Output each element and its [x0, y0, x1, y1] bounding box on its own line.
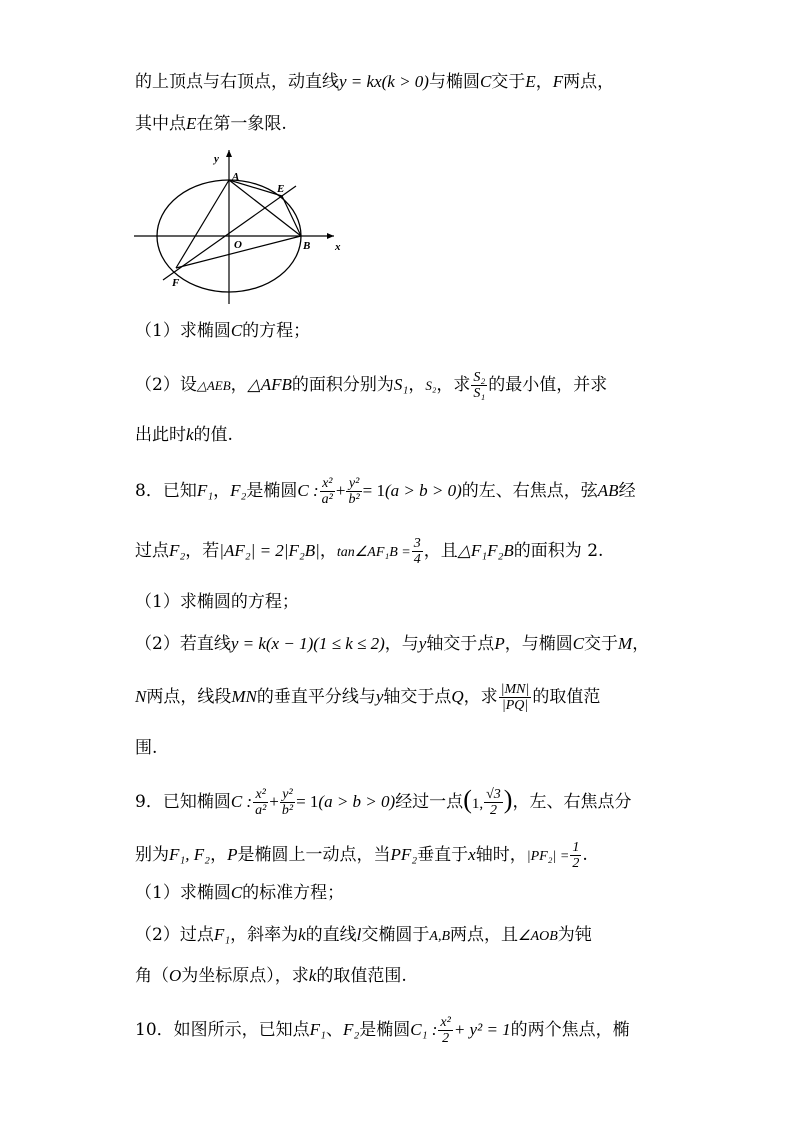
var-C: C [230, 883, 243, 902]
text: 交椭圆于 [361, 925, 430, 945]
triangle-F1F2B: △F₁F₂B [457, 541, 514, 560]
label-F: F [172, 277, 180, 289]
var-k: k [186, 425, 194, 444]
var-C1: C₁ : [410, 1020, 438, 1039]
tan-expression: tan∠AF₁B = [336, 545, 411, 560]
text: ， [535, 72, 553, 92]
var-MN: MN [231, 687, 257, 706]
q8-part-2-end [135, 735, 661, 761]
label-A: A [232, 171, 240, 183]
segment-AF [176, 180, 229, 268]
text: 在第一象限. [196, 114, 287, 134]
denominator: 4 [413, 552, 421, 567]
line-equation: y = k(x − 1)(1 ≤ k ≤ 2) [230, 634, 385, 653]
q9-part-1 [135, 880, 661, 906]
text: 是椭圆 [359, 1020, 411, 1040]
q8-statement-line-1 [135, 476, 661, 507]
text: ， [230, 375, 248, 395]
text: 的取值范 [532, 687, 601, 707]
var-F: F [552, 72, 564, 91]
denominator: b² [348, 492, 360, 507]
text: 垂直于 [417, 845, 469, 865]
plus: + [335, 481, 346, 500]
var-C: C : [230, 792, 253, 811]
text: ， [408, 375, 426, 395]
denominator: 2 [489, 803, 497, 818]
text: ，与 [384, 634, 419, 654]
denominator: |PQ| [501, 698, 529, 713]
var-F2: F₂ [169, 541, 186, 560]
numerator: 3 [413, 536, 421, 551]
denominator: a² [321, 492, 333, 507]
var-C: C [230, 321, 243, 340]
var-F1: F₁ [309, 1020, 326, 1039]
text: 轴时， [475, 845, 527, 865]
text: 交于 [491, 72, 526, 92]
q8-statement-line-2 [135, 536, 661, 567]
text: ， [213, 481, 231, 501]
fraction-x2-a2 [253, 787, 268, 818]
equation-tail: + y² = 1 [453, 1020, 511, 1039]
q9-part-2-cont [135, 963, 661, 989]
label-B: B [303, 240, 311, 252]
var-x: x [468, 845, 476, 864]
point-x: 1, [471, 796, 484, 813]
fraction-3-4 [412, 536, 423, 567]
text: 的垂直平分线与 [256, 687, 376, 707]
text: ，左、右焦点分 [512, 792, 632, 812]
var-F1: F₁ [196, 481, 214, 500]
fraction-x2-2 [438, 1015, 452, 1046]
q9-statement-line-2 [135, 840, 661, 871]
var-E: E [525, 72, 536, 91]
line-equation: y = kx [339, 72, 382, 91]
text: 的值. [193, 425, 233, 445]
var-F2: F₂ [342, 1020, 360, 1039]
numerator: x² [253, 787, 268, 803]
var-C: C [572, 634, 585, 653]
text: 经 [618, 481, 636, 501]
text: 为钝 [557, 925, 592, 945]
text: 两点， [563, 72, 615, 92]
text: ，求 [463, 687, 498, 707]
text: 两点，线段 [146, 687, 232, 707]
text: 的两个焦点，椭 [510, 1020, 630, 1040]
var-S1: S₁ [393, 375, 409, 394]
text: 两点，且 [450, 925, 519, 945]
numerator: x² [320, 476, 335, 492]
numerator: √3 [486, 787, 501, 802]
fraction-y2-b2 [280, 787, 295, 818]
text: 其中点 [135, 114, 186, 134]
text: 与椭圆 [428, 72, 480, 92]
var-S2: S₂ [425, 378, 437, 393]
text: ， [319, 541, 337, 561]
q7-part-2-cont [135, 422, 661, 448]
text: （1）求椭圆的方程； [135, 592, 299, 612]
text: （2）过点 [135, 925, 214, 945]
text: 的方程； [242, 321, 311, 341]
text: 的上顶点与右顶点，动直线 [135, 72, 339, 92]
segment-EB [282, 196, 301, 236]
var-F2: F₂ [230, 481, 247, 500]
text: ，且 [423, 541, 458, 561]
numerator: |MN| [500, 682, 530, 697]
var-y: y [375, 687, 384, 706]
denominator: 2 [572, 856, 580, 871]
text: 的最小值，并求 [488, 375, 608, 395]
y-axis-arrow-icon [226, 150, 232, 157]
numerator: y² [280, 787, 295, 803]
text: ， [632, 634, 650, 654]
text: （2）设 [135, 375, 197, 395]
equals-one: = 1 [362, 481, 386, 500]
text: 过点 [135, 541, 169, 561]
q8-part-2-cont [135, 682, 661, 713]
q10-statement-line-1 [135, 1015, 661, 1046]
q8-part-1 [135, 589, 661, 615]
var-k: k [298, 925, 306, 944]
numerator: y² [346, 476, 361, 492]
var-P: P [227, 845, 238, 864]
text: 的标准方程； [242, 883, 345, 903]
q9-statement-line-1 [135, 787, 661, 818]
text: 交于 [584, 634, 619, 654]
numerator: S₂ [473, 370, 486, 385]
question-number: 9．已知椭圆 [135, 792, 231, 812]
label-O: O [234, 239, 242, 251]
ellipse-figure [130, 146, 350, 306]
var-P: P [494, 634, 505, 653]
var-C: C : [297, 481, 319, 500]
var-A-B: A,B [429, 929, 451, 944]
var-l: l [356, 925, 362, 944]
abs-PF2: |PF₂| = [526, 849, 570, 864]
q8-part-2 [135, 631, 661, 657]
text: （1）求椭圆 [135, 321, 231, 341]
numerator: x² [440, 1015, 451, 1030]
triangle-AFB: △AFB [247, 375, 292, 394]
condition: (a > b > 0) [385, 481, 462, 500]
fraction-MN-PQ [499, 682, 532, 713]
text: 、 [325, 1020, 343, 1040]
text: （1）求椭圆 [135, 883, 231, 903]
var-C: C [479, 72, 492, 91]
text: ，若 [185, 541, 220, 561]
q7-part-1 [135, 318, 661, 344]
equals-one: = 1 [296, 792, 319, 811]
condition: (k > 0) [381, 72, 429, 91]
var-AB: AB [597, 481, 619, 500]
var-F1: F₁ [213, 925, 231, 944]
fraction-sqrt3-2 [484, 787, 503, 818]
denominator: b² [281, 803, 294, 818]
var-y: y [418, 634, 427, 653]
var-F1-F2: F₁, F₂ [169, 845, 211, 864]
denominator: S₁ [473, 386, 486, 401]
label-x: x [335, 241, 341, 253]
var-PF2: PF₂ [390, 845, 418, 864]
condition-AF2: |AF₂| = 2|F₂B| [219, 541, 320, 560]
text: 轴交于点 [426, 634, 495, 654]
problem-7-intro-line-2 [135, 111, 661, 137]
text: 围. [135, 738, 158, 758]
var-k: k [308, 966, 317, 985]
text: ，与椭圆 [504, 634, 573, 654]
text: 的面积分别为 [291, 375, 394, 395]
text: 是椭圆 [246, 481, 298, 501]
text: ， [210, 845, 228, 865]
text: ，求 [436, 375, 471, 395]
plus: + [269, 792, 279, 811]
text: 是椭圆上一动点，当 [237, 845, 391, 865]
text: 的直线 [305, 925, 357, 945]
text: 的面积为 2. [513, 541, 604, 561]
fraction-y2-b2 [346, 476, 361, 507]
fraction-S2-S1 [471, 370, 487, 401]
text: 经过一点 [395, 792, 464, 812]
var-E: E [186, 114, 197, 133]
label-E: E [277, 183, 285, 195]
text: 别为 [135, 845, 169, 865]
var-N: N [135, 687, 147, 706]
var-O: O [169, 966, 182, 985]
text: 轴交于点 [383, 687, 452, 707]
fraction-1-2 [570, 840, 581, 871]
condition: (a > b > 0) [318, 792, 396, 811]
text: 的取值范围. [316, 966, 407, 986]
x-axis-arrow-icon [327, 233, 334, 239]
q9-part-2 [135, 922, 661, 950]
question-number: 8．已知 [135, 481, 197, 501]
var-Q: Q [451, 687, 464, 706]
problem-7-intro-line [135, 69, 661, 95]
text: 角（ [135, 966, 169, 986]
numerator: 1 [572, 840, 580, 855]
angle-AOB: ∠AOB [518, 929, 558, 944]
text: 出此时 [135, 425, 186, 445]
var-M: M [618, 634, 633, 653]
text: （2）若直线 [135, 634, 231, 654]
text: 的左、右焦点，弦 [461, 481, 598, 501]
q7-part-2 [135, 370, 661, 401]
point-coordinates: (1, $\frac{√3}{2}$ ) [463, 785, 513, 818]
text: . [582, 845, 588, 865]
text: ，斜率为 [230, 925, 299, 945]
label-y: y [214, 153, 219, 165]
denominator: a² [255, 803, 267, 818]
denominator: 2 [442, 1031, 450, 1046]
text: 为坐标原点），求 [181, 966, 309, 986]
triangle-AEB: △AEB [196, 378, 231, 393]
question-number: 10．如图所示，已知点 [135, 1020, 310, 1040]
fraction-x2-a2 [320, 476, 335, 507]
